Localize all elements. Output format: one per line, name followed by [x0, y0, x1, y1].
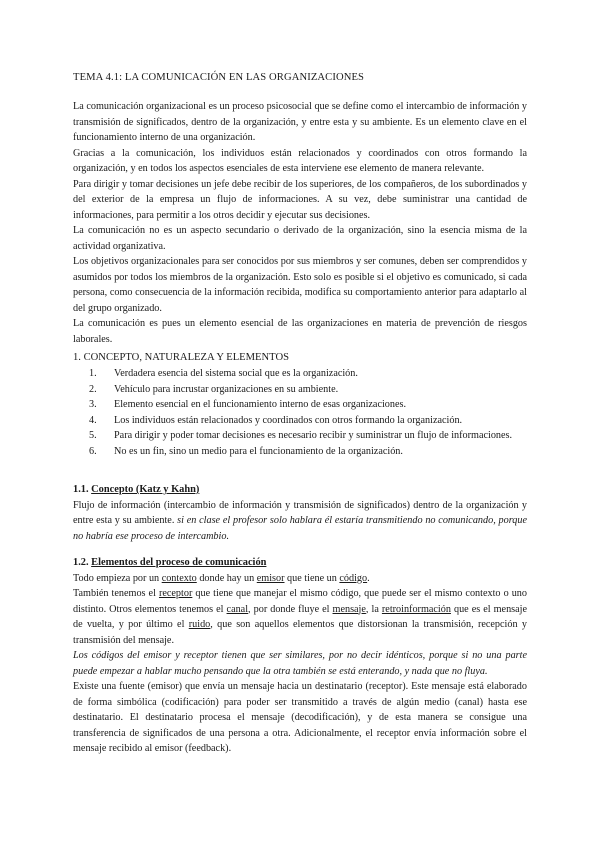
section-1-2 [73, 555, 527, 757]
section-number: 1.1. [73, 484, 89, 495]
list-item-number: 2. [89, 383, 97, 395]
list-item-text: No es un fin, sino un medio para el funcionamiento de la organización. [114, 445, 403, 457]
section-1-2-paragraph-2: También tenemos el receptor que tiene que manejar el mismo código, que puede ser el mismo contexto o uno distinto. Otros elementos tenemos el canal, por donde fluye el mensaje, la retroinformación que es el mensaje de vuelta, y por último el ruido, que son aquellos elementos que distorsionan la transmisión, recepción y transmisión del mensaje. [73, 588, 528, 646]
list-item-text: Verdadera esencia del sistema social que es la organización. [114, 368, 358, 379]
list-item [73, 382, 527, 398]
term-codigo: código [339, 572, 368, 584]
section-1-2-italic-note: Los códigos del emisor y receptor tienen que ser similares, por no decir idénticos, porque si no una parte puede empezar a hablar mucho pensando que la otra también se está enterando, y nada que no fluya. [73, 650, 527, 677]
list-item-number: 5. [89, 430, 97, 441]
term-mensaje: mensaje [332, 603, 366, 615]
section-1-1-body [73, 498, 527, 545]
list-item-number: 1. [89, 368, 97, 379]
list-item [73, 428, 527, 444]
section-number: 1.2. [73, 557, 89, 568]
term-contexto: contexto [161, 572, 197, 584]
list-item [73, 366, 527, 382]
intro-paragraph-6: La comunicación es pues un elemento esencial de las organizaciones en materia de prevención de riesgos laborales. [73, 318, 527, 345]
list-item-number: 4. [89, 414, 97, 426]
section-1-list [73, 366, 527, 459]
list-item [73, 413, 527, 429]
page-title: TEMA 4.1: LA COMUNICACIÓN EN LAS ORGANIZACIONES [73, 72, 365, 83]
intro-section [73, 99, 527, 347]
list-item-text: Los individuos están relacionados y coordinados con otros formando la organización. [114, 414, 463, 426]
section-1-2-heading [73, 555, 527, 571]
term-retroinformacion: retroinformación [381, 603, 451, 615]
intro-paragraph-1: La comunicación organizacional es un proceso psicosocial que se define como el intercambio de información y transmisión de significados, dentro de la organización, y entre esta y su ambiente. Es un elemento clave en el funcionamiento interno de una organización. [73, 101, 527, 143]
section-1-heading: 1. CONCEPTO, NATURALEZA Y ELEMENTOS [73, 352, 289, 363]
italic-note: si en clase el profesor solo hablara él estaría transmitiendo no comunicando, porque no habría ese proceso de intercambio. [73, 515, 528, 542]
intro-paragraph-2: Gracias a la comunicación, los individuos están relacionados y coordinados con otros formando la organización, y en todos los aspectos esenciales de esta interviene ese elemento de manera relevante. [73, 147, 527, 174]
intro-paragraph-4: La comunicación no es un aspecto secundario o derivado de la organización, sino la esencia misma de la actividad organizativa. [73, 225, 527, 252]
section-title: Concepto (Katz y Kahn) [91, 484, 200, 495]
list-item-text: Vehículo para incrustar organizaciones en su ambiente. [114, 383, 339, 395]
term-canal: canal [226, 603, 249, 615]
section-1-2-last-paragraph: Existe una fuente (emisor) que envía un mensaje hacia un destinatario (receptor). Este mensaje está elaborado de forma simbólica (codificación) para poder ser transmitido a través de algún medio (canal) hasta ese destinatario. El destinatario procesa el mensaje (decodificación), y de esta manera se consigue una transferencia de significados de una persona a otra. Adicionalmente, el receptor envía información sobre el mensaje recibido al emisor (feedback). [73, 681, 527, 754]
list-item-number: 6. [89, 445, 97, 457]
list-item-text: Para dirigir y poder tomar decisiones es necesario recibir y suministrar un flujo de informaciones. [114, 430, 513, 441]
term-emisor: emisor [256, 572, 285, 584]
section-1-2-line-1: Todo empieza por un contexto donde hay un emisor que tiene un código. [73, 572, 370, 584]
body-text: Flujo de información (intercambio de información y transmisión de significados) dentro de la organización y entre esta y su ambiente. [73, 499, 527, 526]
section-title: Elementos del proceso de comunicación [91, 557, 267, 568]
list-item [73, 444, 527, 460]
term-receptor: receptor [158, 588, 193, 599]
intro-paragraph-3: Para dirigir y tomar decisiones un jefe debe recibir de los superiores, de los compañeros, de los subordinados y del exterior de la empresa un flujo de informaciones. A su vez, debe suministrar una cantidad de informaciones, para permitir a los otros decidir y ejecutar sus decisiones. [73, 178, 527, 221]
list-item-number: 3. [89, 399, 97, 410]
intro-paragraph-5: Los objetivos organizacionales para ser conocidos por sus miembros y ser comunes, deben ser comprendidos y asumidos por todos los miembros de la organización. Esto solo es posible si el objetivo es comunicado, si cada persona, como consecuencia de la información recibida, modifica su comportamiento anterior para adaptarlo al del grupo organizado. [73, 256, 527, 314]
list-item [73, 397, 527, 413]
section-1-list-wrapper [73, 366, 527, 459]
list-item-text: Elemento esencial en el funcionamiento interno de esas organizaciones. [114, 399, 407, 410]
term-ruido: ruido [188, 619, 211, 630]
section-1-1-heading [73, 482, 527, 498]
section-1-1 [73, 482, 527, 544]
